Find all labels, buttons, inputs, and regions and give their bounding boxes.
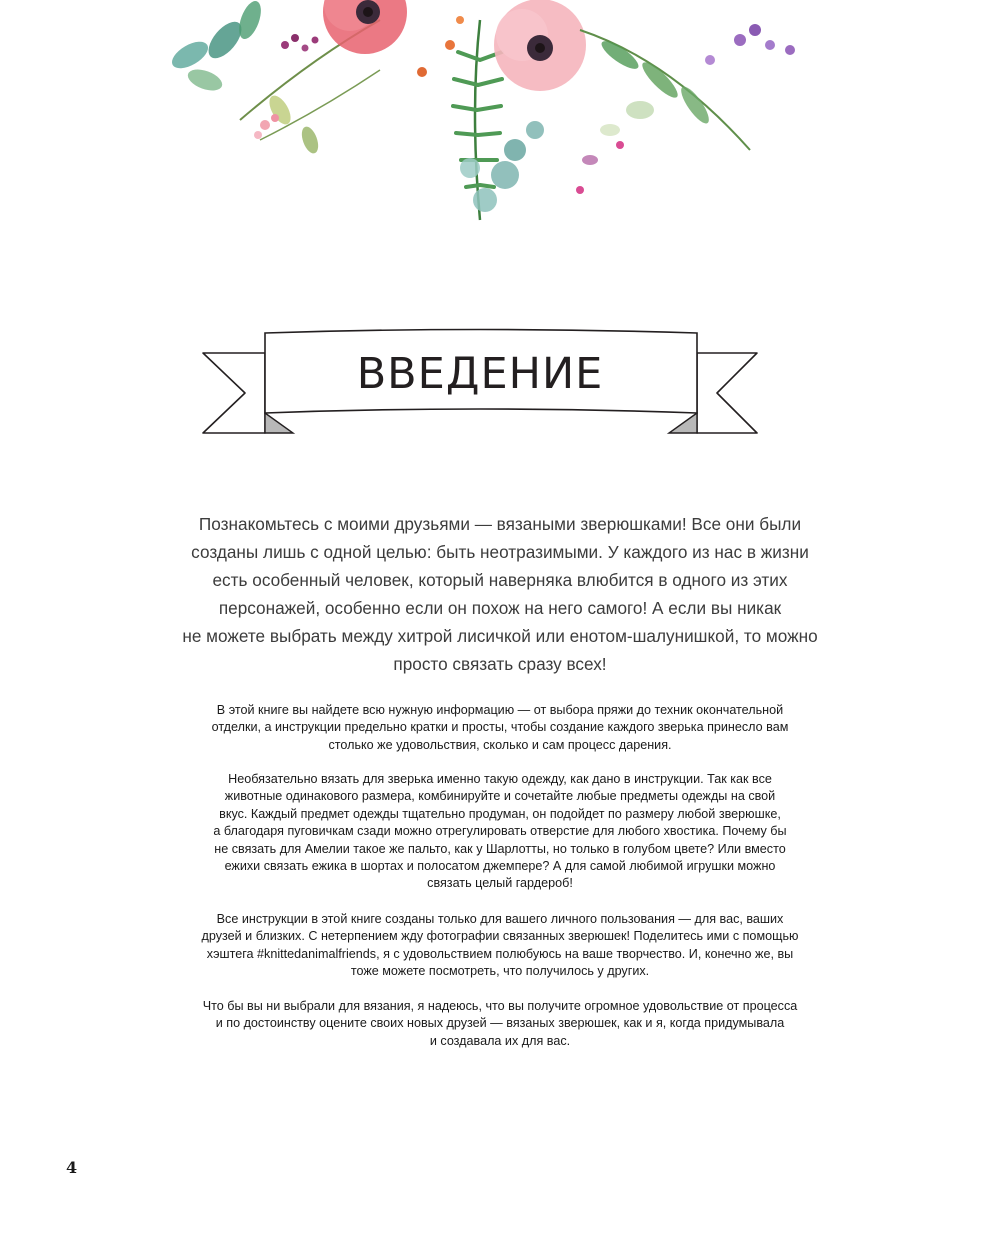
floral-illustration bbox=[150, 0, 850, 240]
lead-line: Познакомьтесь с моими друзьями — вязаными зверюшками! Все они были bbox=[198, 514, 802, 534]
paragraph-line: и по достоинству оцените своих новых друзей — вязаных зверюшек, как и я, когда придумывала bbox=[215, 1016, 785, 1031]
paragraph-line: В этой книге вы найдете всю нужную информацию — от выбора пряжи до техник окончательной bbox=[216, 703, 784, 717]
paragraph-line: связать целый гардероб! bbox=[427, 876, 573, 891]
paragraph-line: ежихи связать ежика в шортах и полосатом джемпере? А для самой любимой игрушки можно bbox=[224, 859, 776, 874]
paragraph-line: Все инструкции в этой книге созданы только для вашего личного пользования — для вас, ваших bbox=[216, 912, 784, 926]
paragraph-line: а благодаря пуговичкам сзади можно отрегулировать отверстие для любого хвостика. Почему бы bbox=[213, 824, 787, 839]
paragraph-line: и создавала их для вас. bbox=[429, 1033, 571, 1048]
ribbon-left-tail bbox=[203, 353, 265, 433]
paragraph-line: не связать для Амелии такое же пальто, как у Шарлотты, но только в голубом цвете? Или вместо bbox=[214, 841, 786, 856]
ribbon-left-fold bbox=[265, 413, 293, 433]
leaves-right bbox=[580, 30, 750, 165]
paragraph-line: столько же удовольствия, сколько и сам процесс дарения. bbox=[328, 737, 672, 752]
paragraph-usage bbox=[150, 911, 850, 981]
paragraph-info bbox=[150, 702, 850, 754]
lead-line: персонажей, особенно если он похож на него самого! А если вы никак bbox=[218, 598, 782, 618]
paragraph-line: друзей и близких. С нетерпением жду фотографии связанных зверюшек! Поделитесь ими с помощью bbox=[201, 929, 799, 944]
paragraph-line: Что бы вы ни выбрали для вязания, я надеюсь, что вы получите огромное удовольствие от процесса bbox=[202, 999, 798, 1013]
lead-line: созданы лишь с одной целью: быть неотразимыми. У каждого из нас в жизни bbox=[191, 542, 809, 562]
paragraph-line: вкус. Каждый предмет одежды тщательно продуман, он подойдет по размеру любой зверюшке, bbox=[219, 806, 781, 821]
paragraph-line: хэштега #knittedanimalfriends, я с удовольствием полюбуюсь на ваше творчество. И, конечно же, вы bbox=[206, 946, 794, 961]
orange-berries bbox=[417, 16, 464, 77]
ribbon-right-fold bbox=[669, 413, 697, 433]
paragraph-closing bbox=[150, 998, 850, 1050]
pink-flower-center bbox=[494, 0, 586, 91]
paragraph-line: животные одинакового размера, комбинируйте и сочетайте любые предметы одежды на свой bbox=[224, 789, 776, 804]
page-title: ВВЕДЕНИЕ bbox=[356, 349, 604, 399]
intro-lead bbox=[150, 510, 850, 678]
lead-line: просто связать сразу всех! bbox=[393, 654, 607, 674]
paragraph-clothes bbox=[150, 771, 850, 893]
paragraph-line: отделки, а инструкции предельно кратки и просты, чтобы создание каждого зверька принесло вам bbox=[211, 720, 789, 735]
rose-flower-left bbox=[323, 0, 407, 54]
lead-line: не можете выбрать между хитрой лисичкой или енотом-шалунишкой, то можно bbox=[182, 626, 818, 646]
paragraph-line: Необязательно вязать для зверька именно такую одежду, как дано в инструкции. Так как все bbox=[228, 772, 772, 786]
page-number: 4 bbox=[66, 1158, 78, 1177]
paragraph-line: тоже можете посмотреть, что получилось у других. bbox=[350, 964, 650, 979]
lead-line: есть особенный человек, который наверняка влюбится в одного из этих bbox=[212, 570, 788, 590]
ribbon-right-tail bbox=[697, 353, 757, 433]
